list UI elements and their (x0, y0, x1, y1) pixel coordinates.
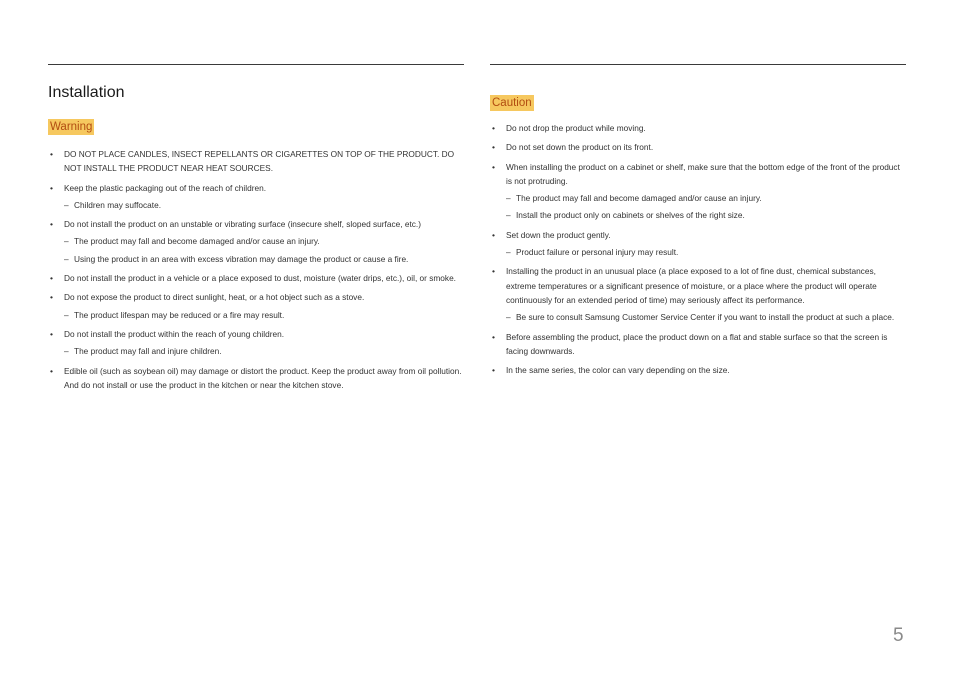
list-item (490, 121, 906, 135)
caution-label: Caution (492, 97, 532, 109)
list-item-text: Do not drop the product while moving. (506, 123, 646, 133)
list-item (490, 160, 906, 223)
left-column (48, 64, 464, 397)
sub-list-item: – Be sure to consult Samsung Customer Service Center if you want to install the product at such a place. (506, 310, 906, 324)
list-item-text: Do not install the product within the reach of young children. (64, 328, 284, 339)
list-item (48, 271, 464, 285)
sub-list (64, 308, 464, 322)
list-item (48, 181, 464, 213)
list-item-text: In the same series, the color can vary depending on the size. (506, 365, 730, 376)
list-item (48, 327, 464, 359)
top-rule-left (48, 64, 464, 65)
list-item (48, 364, 464, 393)
list-item-text: DO NOT PLACE CANDLES, INSECT REPELLANTS OR CIGARETTES ON TOP OF THE PRODUCT. DO NOT INSTALL THE PRODUCT NEAR HEAT SOURCES. (64, 149, 455, 174)
right-column (490, 64, 906, 382)
list-item (490, 264, 906, 324)
list-item-text: Do not install the product on an unstable or vibrating surface (insecure shelf, sloped surface, etc.) (64, 219, 421, 230)
list-item-text: When installing the product on a cabinet or shelf, make sure that the bottom edge of the front of the product is not protruding. (506, 161, 900, 186)
list-item-text: Keep the plastic packaging out of the reach of children. (64, 182, 267, 193)
list-item (48, 290, 464, 322)
sub-list-item: – Product failure or personal injury may result. (506, 245, 906, 259)
list-item-text: Before assembling the product, place the product down on a flat and stable surface so that the screen is facing downwards. (506, 331, 888, 356)
warning-list (48, 147, 464, 392)
list-item-text: Set down the product gently. (506, 229, 611, 240)
sub-list-item: – The product may fall and injure children. (64, 344, 464, 358)
sub-list-item: – Children may suffocate. (64, 198, 464, 212)
caution-list (490, 121, 906, 377)
section-title: Installation (48, 84, 125, 101)
list-item-text: Do not install the product in a vehicle or a place exposed to dust, moisture (water drips, etc.), oil, or smoke. (64, 273, 456, 284)
list-item (48, 147, 464, 176)
list-item (490, 363, 906, 377)
page-number: 5 (893, 625, 904, 646)
sub-list-item: – The product may fall and become damaged and/or cause an injury. (64, 234, 464, 248)
list-item (48, 217, 464, 266)
list-item-text: Do not expose the product to direct sunlight, heat, or a hot object such as a stove. (64, 292, 365, 303)
sub-list (506, 310, 906, 324)
sub-list (64, 234, 464, 266)
sub-list-item: – The product may fall and become damaged and/or cause an injury. (506, 191, 906, 205)
warning-label: Warning (50, 121, 93, 133)
list-item-text: Do not set down the product on its front. (506, 142, 654, 153)
list-item (490, 330, 906, 359)
sub-list-item: – Install the product only on cabinets or shelves of the right size. (506, 208, 906, 222)
list-item (490, 140, 906, 154)
sub-list (64, 198, 464, 212)
list-item (490, 228, 906, 260)
list-item-text: Installing the product in an unusual place (a place exposed to a lot of fine dust, chemical substances, extreme temperatures or a significant presence of moisture, or a place where the product will operate continuously for an extended period of time) may seriously affect its performance. (506, 266, 877, 305)
sub-list-item: – Using the product in an area with excess vibration may damage the product or cause a fire. (64, 252, 464, 266)
sub-list (506, 191, 906, 223)
list-item-text: Edible oil (such as soybean oil) may damage or distort the product. Keep the product away from oil pollution. And do not install or use the product in the kitchen or near the kitchen stove. (64, 365, 462, 390)
sub-list (64, 344, 464, 358)
sub-list (506, 245, 906, 259)
sub-list-item: – The product lifespan may be reduced or a fire may result. (64, 308, 464, 322)
